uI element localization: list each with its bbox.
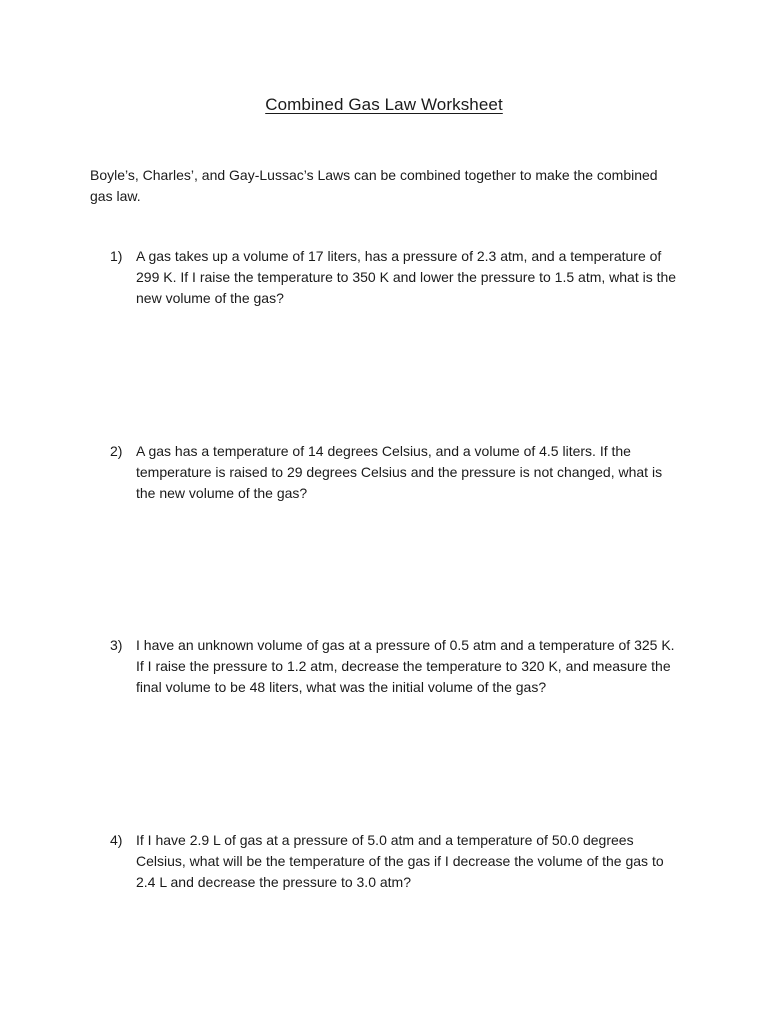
question-number: 2) [110,443,123,459]
question-number: 3) [110,637,123,653]
question-text: If I have 2.9 L of gas at a pressure of 5.0 atm and a temperature of 50.0 degrees Celsius, what will be the temperature of the gas if I decrease the volume of the gas to 2.4 L and decrease the pressure to 3.0 atm? [136,832,664,890]
question-number: 4) [110,832,123,848]
page-title: Combined Gas Law Worksheet [265,95,503,114]
question-text: A gas takes up a volume of 17 liters, has a pressure of 2.3 atm, and a temperature of 299 K. If I raise the temperature to 350 K and lower the pressure to 1.5 atm, what is the new volume of the gas? [136,248,677,306]
question-2 [110,441,680,504]
question-text: I have an unknown volume of gas at a pressure of 0.5 atm and a temperature of 325 K. If I raise the pressure to 1.2 atm, decrease the temperature to 320 K, and measure the final volume to be 48 liters, what was the initial volume of the gas? [136,637,675,695]
question-number: 1) [110,248,123,264]
question-text: A gas has a temperature of 14 degrees Celsius, and a volume of 4.5 liters. If the temperature is raised to 29 degrees Celsius and the pressure is not changed, what is the new volume of the gas? [136,443,663,501]
question-3 [110,635,680,698]
question-1 [110,246,680,309]
intro-paragraph: Boyle’s, Charles’, and Gay-Lussac’s Laws can be combined together to make the combined gas law. [90,167,658,204]
question-4 [110,830,680,893]
